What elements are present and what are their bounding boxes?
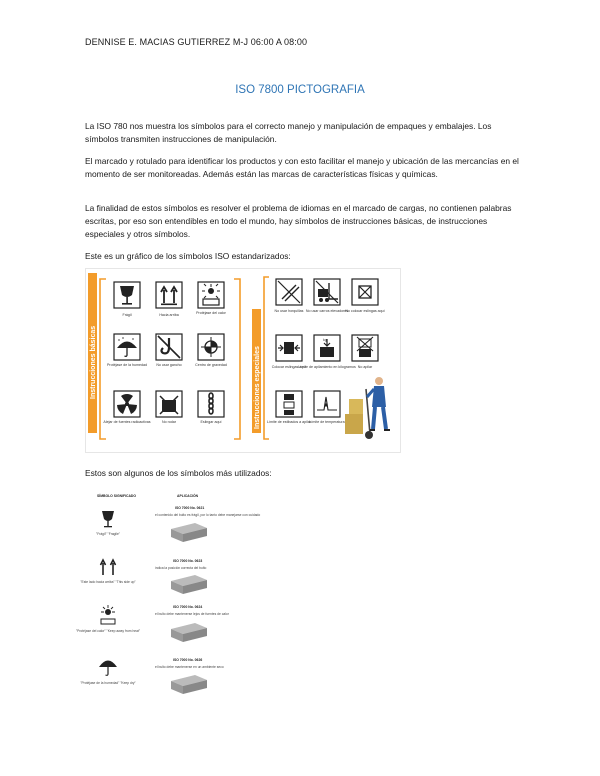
svg-text:indica la posición correcta de: indica la posición correcta del bulto (155, 566, 207, 570)
special-symbol-do-not-stack (352, 335, 378, 369)
special-symbol-no-clamp (345, 279, 384, 313)
special-symbol-clamp-here (272, 335, 307, 369)
basic-symbol-centre-of-gravity (195, 334, 227, 367)
svg-text:No colocar eslingas aquí: No colocar eslingas aquí (345, 309, 385, 313)
svg-text:No usar gancho: No usar gancho (156, 363, 182, 367)
basic-symbol-radioactive (103, 391, 150, 424)
common-item-keep-from-heat (76, 605, 230, 642)
svg-text:"Protéjase del calor" "Keep aw: "Protéjase del calor" "Keep away from heat" (75, 629, 141, 633)
svg-text:Eslingar aquí: Eslingar aquí (200, 420, 222, 424)
svg-text:ISO 7000 No. 0621: ISO 7000 No. 0621 (175, 506, 205, 510)
page-title: ISO 7800 PICTOGRAFIA (235, 84, 365, 96)
svg-text:Protéjase del calor: Protéjase del calor (196, 311, 226, 315)
basic-symbol-fragile (114, 282, 140, 317)
common-item-keep-dry (80, 658, 224, 694)
basic-symbol-no-hooks (156, 334, 182, 367)
basic-bracket-left (100, 279, 106, 439)
svg-text:Frágil: Frágil (122, 313, 132, 317)
common-item-fragile (96, 506, 260, 542)
basic-bracket-right (234, 279, 240, 439)
svg-text:No rodar: No rodar (162, 420, 176, 424)
paragraph-purpose: La finalidad de estos símbolos es resolver el problema de idiomas en el marcado de cargas, no contienen palabras escritas, por eso son entendibles en todo el mundo, hay símbolos de instrucciones básicas, de instrucciones especiales y otros símbolos. (85, 203, 512, 239)
svg-text:Colocar eslingas aquí: Colocar eslingas aquí (271, 365, 307, 369)
col-header-application: APLICACIÓN (177, 494, 199, 498)
svg-text:No usar horquillas: No usar horquillas (274, 309, 304, 313)
svg-text:Límite de estibados a apilar: Límite de estibados a apilar (267, 420, 311, 424)
paragraph-common-symbols: Estos son algunos de los símbolos más utilizados: (85, 468, 272, 478)
special-symbol-stack-limit-number (267, 391, 312, 424)
svg-text:ISO 7000 No. 0624: ISO 7000 No. 0624 (173, 605, 203, 609)
svg-text:Alejar de fuentes radioactivas: Alejar de fuentes radioactivas (103, 420, 151, 424)
document-header: DENNISE E. MACIAS GUTIERREZ M-J 06:00 A 08:00 (85, 37, 308, 47)
worker-illustration (345, 377, 390, 439)
svg-text:"Este lado hacia arriba" "This: "Este lado hacia arriba" "This side up" (80, 580, 136, 584)
paragraph-intro: La ISO 780 nos muestra los símbolos para el correcto manejo y manipulación de empaques y embalajes. Los símbolos transmiten instrucciones de manipulación. (85, 121, 492, 144)
basic-symbol-this-way-up (156, 282, 182, 317)
svg-text:"Frágil" "Fragile": "Frágil" "Fragile" (96, 532, 120, 536)
svg-text:ISO 7000 No. 0626: ISO 7000 No. 0626 (173, 658, 203, 662)
svg-text:Límite de apilamiento en kilog: Límite de apilamiento en kilogramos (298, 365, 356, 369)
special-symbol-no-forks (275, 279, 304, 313)
special-band-label: Instrucciones especiales (254, 346, 261, 429)
basic-symbol-sling-here (198, 391, 224, 424)
special-symbol-stacking-limit (298, 335, 356, 369)
paragraph-chart-intro: Este es un gráfico de los símbolos ISO estandarizados: (85, 251, 291, 261)
special-symbol-no-forklift (306, 279, 348, 313)
common-symbols-table-svg (75, 491, 261, 697)
svg-text:el contenido del bulto es frág: el contenido del bulto es frágil, por lo tanto debe manejarse con cuidado (155, 513, 261, 517)
common-symbols-table (75, 491, 261, 697)
svg-text:kg: kg (323, 338, 327, 342)
iso-symbols-chart-svg (86, 269, 400, 452)
svg-text:Límite de temperatura: Límite de temperatura (309, 420, 345, 424)
common-item-this-side-up (80, 559, 207, 594)
iso-symbols-chart (85, 268, 401, 453)
svg-text:el bulto debe mantenerse en un: el bulto debe mantenerse en un ambiente seco (155, 665, 224, 669)
svg-text:Hacia arriba: Hacia arriba (159, 313, 179, 317)
special-symbol-temperature-limit (309, 391, 344, 424)
basic-symbol-do-not-roll (156, 391, 182, 424)
svg-text:No apilar: No apilar (357, 365, 373, 369)
svg-text:ISO 7000 No. 0623: ISO 7000 No. 0623 (173, 559, 203, 563)
paragraph-marking: El marcado y rotulado para identificar los productos y con esto facilitar el manejo y ubicación de las mercancías en el momento de ser monitoreadas. Además están las marcas de características físicas y químicas. (85, 156, 519, 179)
svg-text:Protéjase de la humedad: Protéjase de la humedad (107, 363, 147, 367)
svg-text:Centro de gravedad: Centro de gravedad (195, 363, 227, 367)
svg-text:el bulto debe mantenerse lejos: el bulto debe mantenerse lejos de fuentes de calor (155, 612, 229, 616)
col-header-symbol: SÍMBOLO SIGNIFICADO (97, 494, 136, 498)
basic-band-label: Instrucciones básicas (90, 325, 97, 399)
basic-symbol-keep-from-heat (196, 282, 227, 315)
special-bracket-left (264, 277, 269, 439)
svg-text:"Protéjase de la humedad" "Kee: "Protéjase de la humedad" "Keep dry" (80, 681, 136, 685)
svg-text:No usar carros elevadores: No usar carros elevadores (305, 309, 349, 313)
basic-symbol-keep-dry (107, 334, 147, 367)
